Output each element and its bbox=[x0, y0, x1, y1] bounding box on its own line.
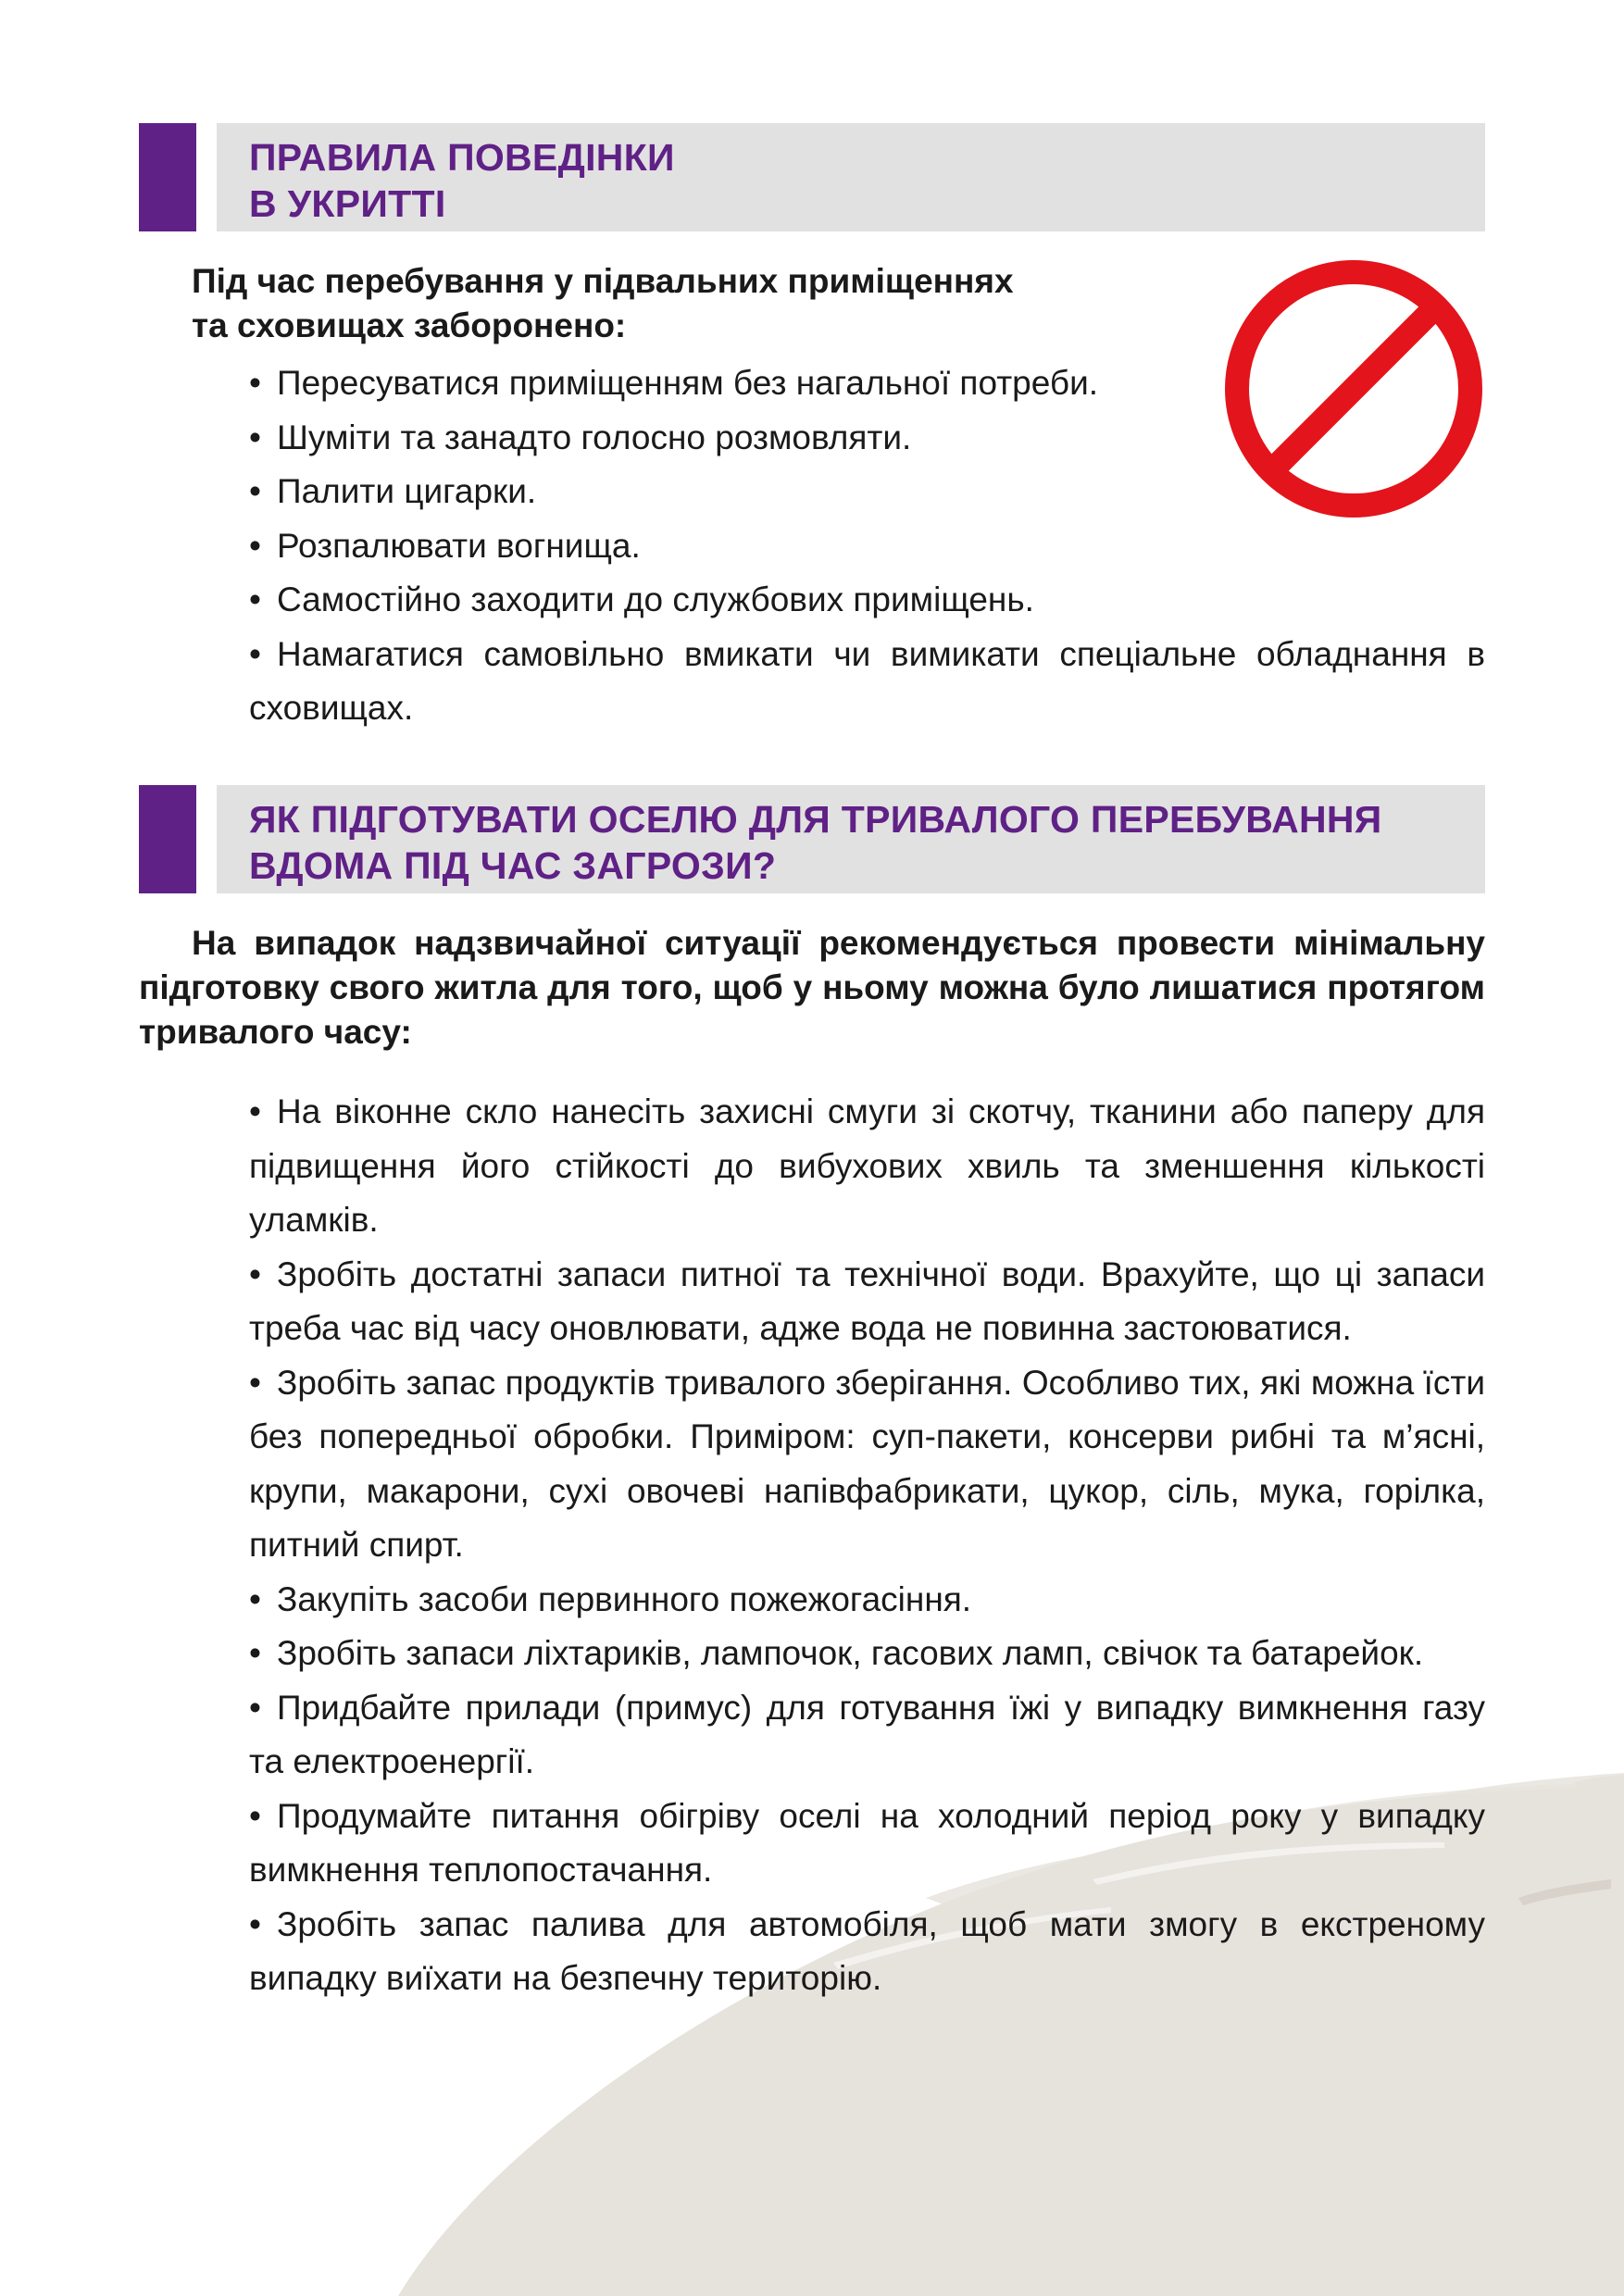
section2-lead: На випадок надзвичайної ситуації рекомендується провести мінімальну підготовку свого житла для того, щоб у ньому можна було лишатися протягом тривалого часу: bbox=[139, 924, 1485, 1051]
section1-title-line1: ПРАВИЛА ПОВЕДІНКИ bbox=[249, 136, 675, 179]
bullet-icon: • bbox=[249, 526, 261, 565]
bullet-icon: • bbox=[249, 1796, 261, 1835]
list-item: • На віконне скло нанесіть захисні смуги зі скотчу, тканини або паперу для підвищення його стійкості до вибухових хвиль та зменшення кількості уламків. bbox=[249, 1085, 1485, 1248]
section2-title-line1: ЯК ПІДГОТУВАТИ ОСЕЛЮ ДЛЯ ТРИВАЛОГО ПЕРЕБУВАННЯ bbox=[249, 798, 1382, 841]
prohibition-sign-icon bbox=[1222, 257, 1485, 520]
bullet-icon: • bbox=[249, 1092, 261, 1130]
bullet-icon: • bbox=[249, 1579, 261, 1618]
bullet-icon: • bbox=[249, 1254, 261, 1293]
list-item: • Намагатися самовільно вмикати чи вимикати спеціальне обладнання в сховищах. bbox=[249, 628, 1485, 736]
section2-title bbox=[249, 796, 1382, 889]
list-item: • Продумайте питання обігріву оселі на холодний період року у випадку вимкнення теплопостачання. bbox=[249, 1790, 1485, 1898]
list-item: • Самостійно заходити до службових приміщень. bbox=[249, 573, 1485, 628]
section1-lead bbox=[192, 259, 1014, 348]
section2-preparation-list bbox=[249, 1085, 1485, 2006]
list-item: • Розпалювати вогнища. bbox=[249, 519, 1485, 574]
section2-title-line2: ВДОМА ПІД ЧАС ЗАГРОЗИ? bbox=[249, 844, 777, 887]
section1-lead-line1: Під час перебування у підвальних приміщеннях bbox=[192, 262, 1014, 300]
bullet-icon: • bbox=[249, 1634, 261, 1672]
section1-title bbox=[249, 134, 675, 227]
list-item: • Пересуватися приміщенням без нагальної потреби. bbox=[249, 356, 1485, 411]
bullet-icon: • bbox=[249, 472, 261, 510]
section2-accent-bar bbox=[139, 785, 196, 893]
section1-accent-bar bbox=[139, 123, 196, 231]
section1-title-line2: В УКРИТТІ bbox=[249, 182, 446, 225]
list-item: • Зробіть достатні запаси питної та технічної води. Врахуйте, що ці запаси треба час від часу оновлювати, адже вода не повинна застоюватися. bbox=[249, 1248, 1485, 1356]
list-item: • Зробіть запас палива для автомобіля, щоб мати змогу в екстреному випадку виїхати на безпечну територію. bbox=[249, 1898, 1485, 2006]
list-item: • Шуміти та занадто голосно розмовляти. bbox=[249, 411, 1485, 466]
section1-lead-line2: та сховищах заборонено: bbox=[192, 306, 627, 344]
bullet-icon: • bbox=[249, 1688, 261, 1727]
bullet-icon: • bbox=[249, 364, 261, 402]
list-item: • Зробіть запас продуктів тривалого зберігання. Особливо тих, які можна їсти без попередньої обробки. Приміром: суп-пакети, консерви рибні та м’ясні, крупи, макарони, сухі овочеві напівфабрикати, цукор, сіль, мука, горілка, питний спирт. bbox=[249, 1356, 1485, 1573]
bullet-icon: • bbox=[249, 1363, 261, 1402]
list-item: • Закупіть засоби первинного пожежогасіння. bbox=[249, 1573, 1485, 1628]
list-item: • Придбайте прилади (примус) для готування їжі у випадку вимкнення газу та електроенергії. bbox=[249, 1681, 1485, 1790]
list-item: • Палити цигарки. bbox=[249, 465, 1485, 519]
list-item: • Зробіть запаси ліхтариків, лампочок, гасових ламп, свічок та батарейок. bbox=[249, 1627, 1485, 1681]
bullet-icon: • bbox=[249, 418, 261, 456]
bullet-icon: • bbox=[249, 1904, 261, 1943]
bullet-icon: • bbox=[249, 580, 261, 618]
bullet-icon: • bbox=[249, 634, 261, 673]
